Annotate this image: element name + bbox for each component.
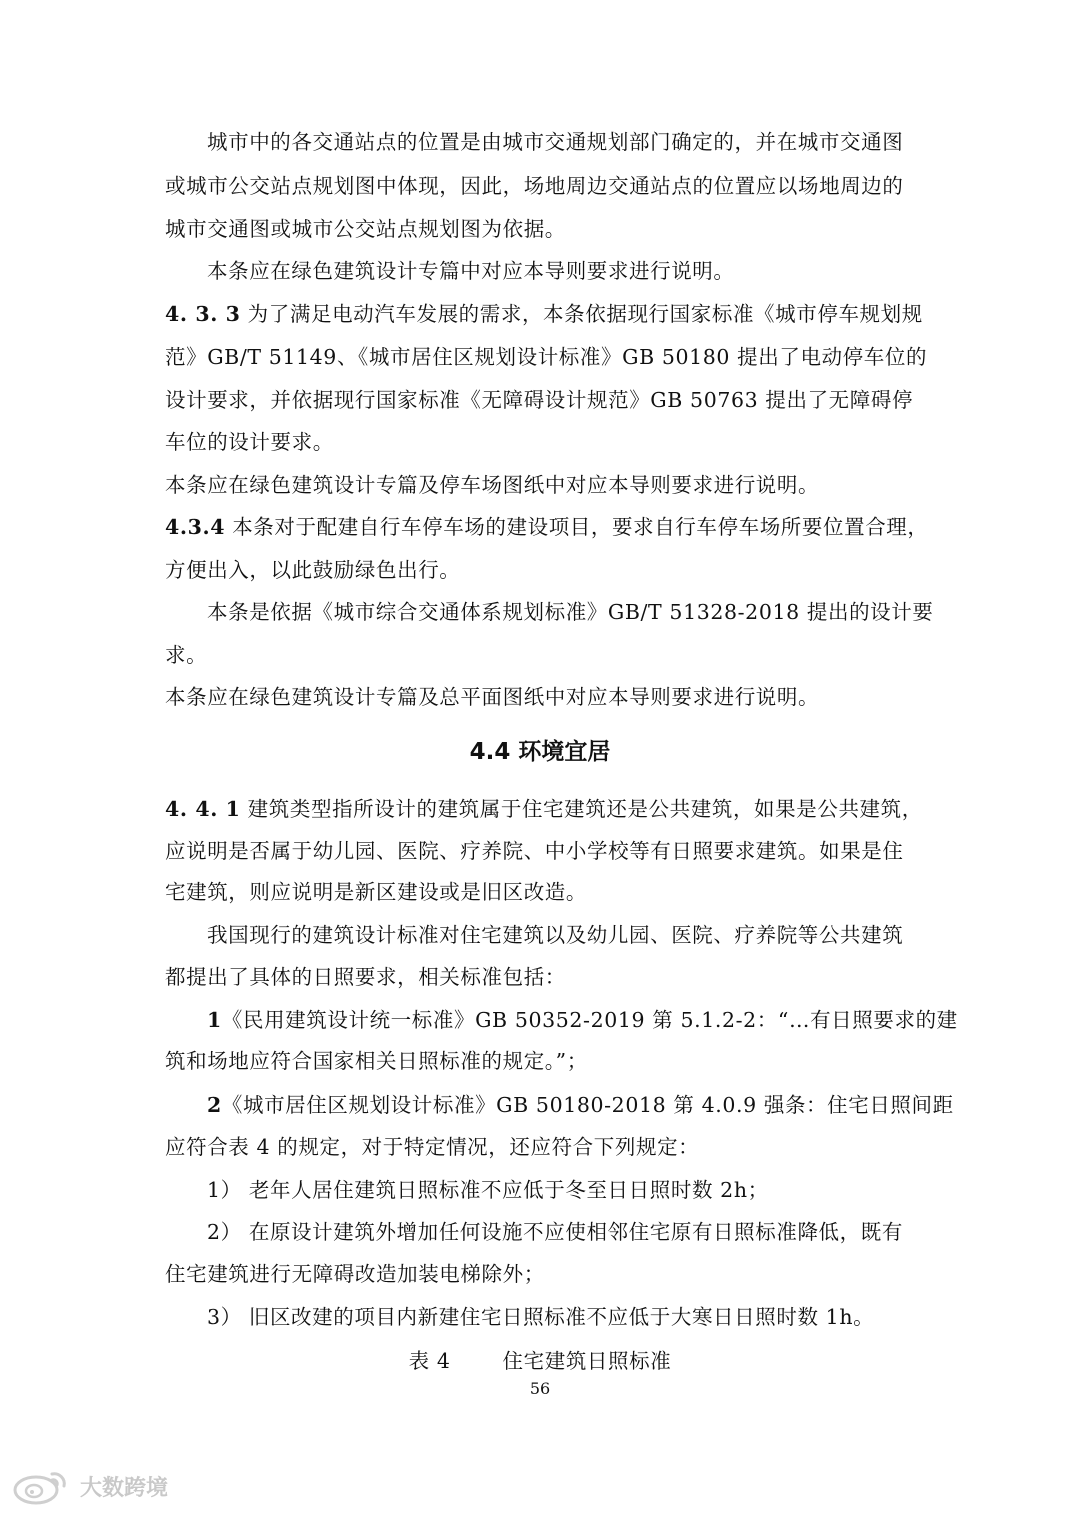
section-heading: 4.4 环境宜居 [469,739,611,765]
clause-4-4-1: 4. 4. 1 建筑类型指所设计的建筑属于住宅建筑还是公共建筑，如果是公共建筑， [165,797,923,821]
clause-4-3-3: 4. 3. 3 为了满足电动汽车发展的需求，本条依据现行国家标准《城市停车规划规 [165,302,923,326]
paragraph-line: 应符合表 4 的规定，对于特定情况，还应符合下列规定： [165,1135,700,1159]
watermark [10,1466,168,1506]
paragraph-line: 住宅建筑进行无障碍改造加装电梯除外； [165,1262,545,1286]
sub-item-2: 2） 在原设计建筑外增加任何设施不应使相邻住宅原有日照标准降低，既有 [207,1220,903,1244]
sub-item-3: 3） 旧区改建的项目内新建住宅日照标准不应低于大寒日日照时数 1h。 [207,1305,875,1329]
paragraph-line: 或城市公交站点规划图中体现，因此，场地周边交通站点的位置应以场地周边的 [165,174,904,198]
list-item-1: 1《民用建筑设计统一标准》GB 50352-2019 第 5.1.2-2：“…有日照要求的建 [207,1008,958,1032]
sub-item-1: 1） 老年人居住建筑日照标准不应低于冬至日日照时数 2h； [207,1178,769,1202]
paragraph-line: 宅建筑，则应说明是新区建设或是旧区改造。 [165,880,587,904]
table-caption-label: 表 4 [408,1349,451,1373]
paragraph-line: 筑和场地应符合国家相关日照标准的规定。”； [165,1049,588,1073]
weibo-logo-icon [10,1466,74,1506]
list-number: 1 [207,1008,222,1032]
paragraph-line: 本条应在绿色建筑设计专篇及停车场图纸中对应本导则要求进行说明。 [165,473,820,497]
list-item-2: 2《城市居住区规划设计标准》GB 50180-2018 第 4.0.9 强条：住宅日照间距 [207,1093,954,1117]
paragraph-line: 车位的设计要求。 [165,430,334,454]
paragraph-line: 方便出入，以此鼓励绿色出行。 [165,558,461,582]
paragraph-line: 范》GB/T 51149、《城市居住区规划设计标准》GB 50180 提出了电动停车位的 [165,345,928,369]
clause-number: 4.3.4 [165,515,226,539]
paragraph-line: 求。 [165,643,208,667]
paragraph-line: 城市中的各交通站点的位置是由城市交通规划部门确定的，并在城市交通图 [207,130,904,154]
clause-number: 4. 4. 1 [165,797,241,821]
clause-number: 4. 3. 3 [165,302,241,326]
paragraph-line: 本条是依据《城市综合交通体系规划标准》GB/T 51328-2018 提出的设计要 [207,600,934,624]
paragraph-line: 都提出了具体的日照要求，相关标准包括： [165,965,566,989]
watermark-text: 大数跨境 [80,1475,169,1501]
table-caption-title: 住宅建筑日照标准 [502,1349,672,1373]
clause-4-3-4: 4.3.4 本条对于配建自行车停车场的建设项目，要求自行车停车场所要位置合理， [165,515,929,539]
page-number: 56 [529,1379,551,1398]
table-caption [0,1346,1080,1376]
paragraph-line: 设计要求，并依据现行国家标准《无障碍设计规范》GB 50763 提出了无障碍停 [165,388,914,412]
paragraph-line: 城市交通图或城市公交站点规划图为依据。 [165,217,566,241]
paragraph-line: 本条应在绿色建筑设计专篇及总平面图纸中对应本导则要求进行说明。 [165,685,820,709]
paragraph-line: 应说明是否属于幼儿园、医院、疗养院、中小学校等有日照要求建筑。如果是住 [165,839,904,863]
list-number: 2 [207,1093,222,1117]
paragraph-line: 本条应在绿色建筑设计专篇中对应本导则要求进行说明。 [207,259,735,283]
paragraph-line: 我国现行的建筑设计标准对住宅建筑以及幼儿园、医院、疗养院等公共建筑 [207,923,904,947]
